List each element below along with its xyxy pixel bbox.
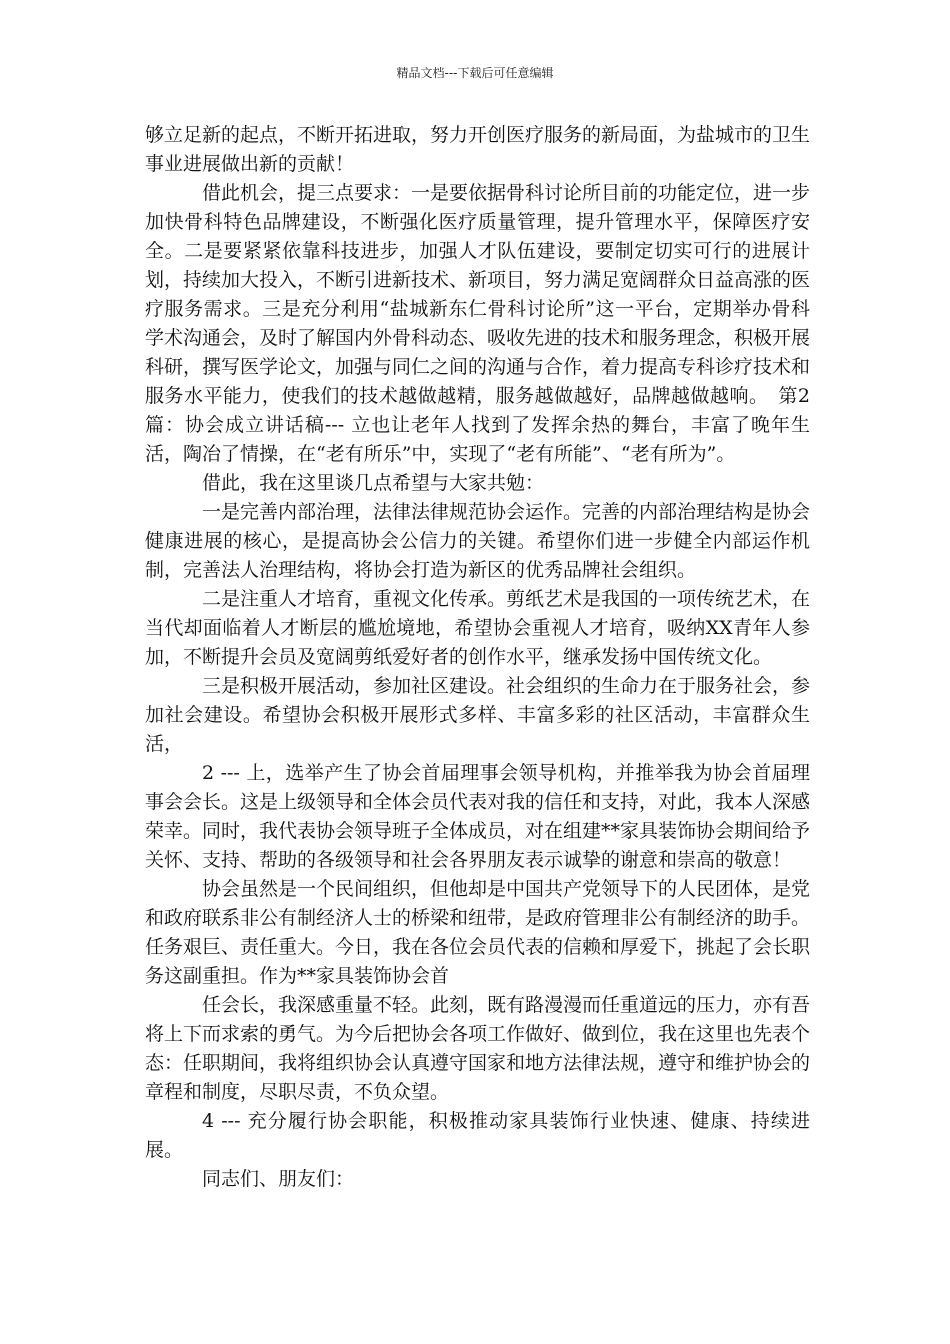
paragraph: 4 --- 充分履行协会职能，积极推动家具装饰行业快速、健康、持续进展。	[145, 1110, 810, 1161]
paragraph: 二是注重人才培育，重视文化传承。剪纸艺术是我国的一项传统艺术，在当代却面临着人才断层的尴尬境地，希望协会重视人才培育，吸纳XX青年人参加，不断提升会员及宽阔剪纸爱好者的创作水平，继承发扬中国传统文化。	[145, 588, 811, 668]
paragraph: 一是完善内部治理，法律法律规范协会运作。完善的内部治理结构是协会健康进展的核心，是提高协会公信力的关键。希望你们进一步健全内部运作机制，完善法人治理结构，将协会打造为新区的优秀品牌社会组织。	[145, 501, 811, 581]
paragraph: 同志们、朋友们：	[202, 1168, 355, 1190]
paragraph: 借此，我在这里谈几点希望与大家共勉：	[202, 472, 545, 494]
paragraph: 三是积极开展活动，参加社区建设。社会组织的生命力在于服务社会，参加社会建设。希望协会积极开展形式多样、丰富多彩的社区活动，丰富群众生活，	[145, 675, 811, 755]
paragraph: 借此机会，提三点要求：一是要依据骨科讨论所目前的功能定位，进一步加快骨科特色品牌建设，不断强化医疗质量管理，提升管理水平，保障医疗安全。二是要紧紧依靠科技进步，加强人才队伍建设，要制定切实可行的进展计划，持续加大投入，不断引进新技术、新项目，努力满足宽阔群众日益高涨的医疗服务需求。三是充分利用“盐城新东仁骨科讨论所”这一平台，定期举办骨科学术沟通会，及时了解国内外骨科动态、吸收先进的技术和服务理念，积极开展科研，撰写医学论文，加强与同仁之间的沟通与合作，着力提高专科诊疗技术和服务水平能力，使我们的技术越做越精，服务越做越好，品牌越做越响。 第2篇：协会成立讲话稿--- 立也让老年人找到了发挥余热的舞台，丰富了晚年生活，陶冶了情操，在“老有所乐”中，实现了“老有所能”、“老有所为”。	[145, 182, 811, 465]
paragraph: 协会虽然是一个民间组织，但他却是中国共产党领导下的人民团体，是党和政府联系非公有制经济人士的桥梁和纽带，是政府管理非公有制经济的助手。任务艰巨、责任重大。今日，我在各位会员代表的信赖和厚爱下，挑起了会长职务这副重担。作为**家具装饰协会首	[145, 878, 811, 987]
paragraph: 2 --- 上，选举产生了协会首届理事会领导机构，并推举我为协会首届理事会会长。这是上级领导和全体会员代表对我的信任和支持，对此，我本人深感荣幸。同时，我代表协会领导班子全体成员，对在组建**家具装饰协会期间给予关怀、支持、帮助的各级领导和社会各界朋友表示诚挚的谢意和崇高的敬意！	[145, 762, 811, 871]
page-header: 精品文档---下载后可任意编辑	[396, 66, 554, 80]
paragraph: 够立足新的起点，不断开拓进取，努力开创医疗服务的新局面，为盐城市的卫生事业进展做出新的贡献！	[145, 124, 811, 175]
document-body	[145, 121, 810, 1194]
paragraph: 任会长，我深感重量不轻。此刻，既有路漫漫而任重道远的压力，亦有吾将上下而求索的勇气。为今后把协会各项工作做好、做到位，我在这里也先表个态：任职期间，我将组织协会认真遵守国家和地方法律法规，遵守和维护协会的章程和制度，尽职尽责，不负众望。	[145, 994, 811, 1103]
